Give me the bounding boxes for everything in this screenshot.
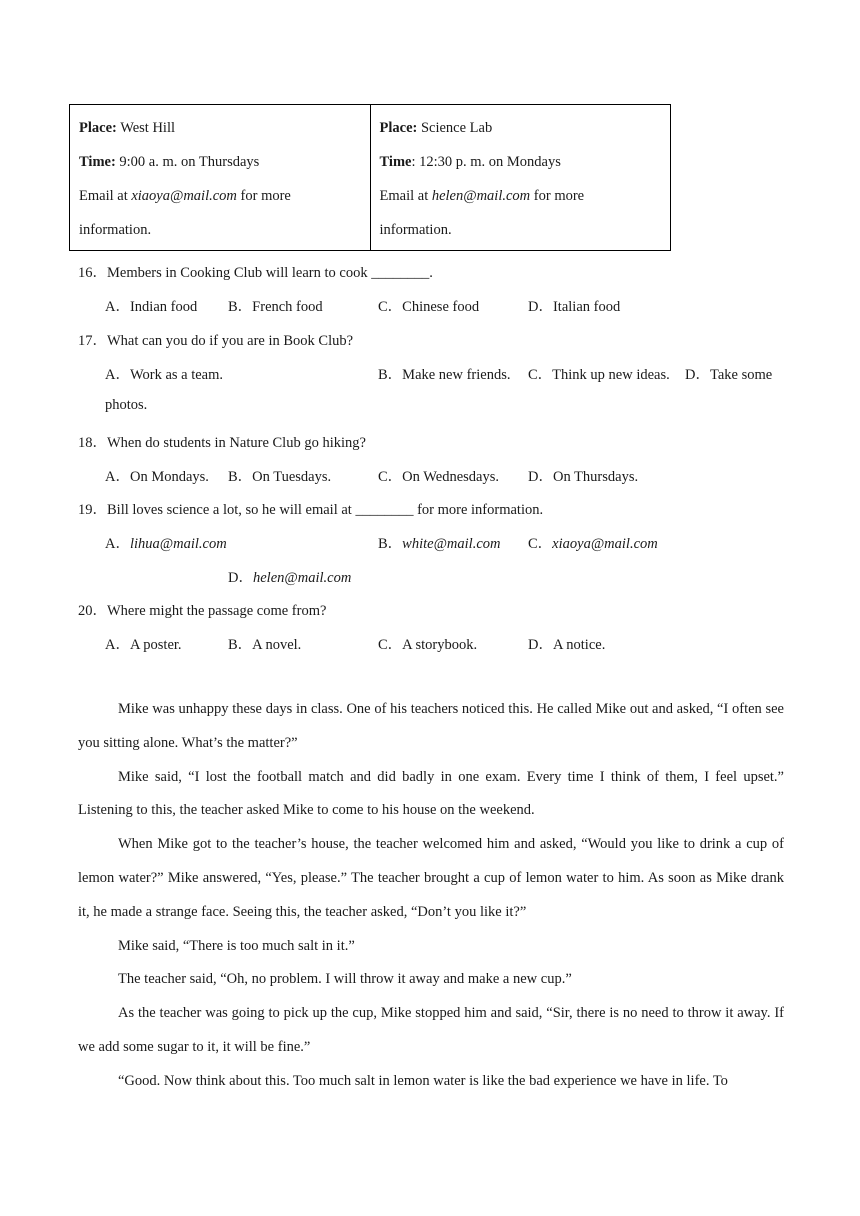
email-suffix: for more — [236, 188, 291, 204]
q17-option-c: C．Think up new ideas. — [528, 367, 670, 383]
question-19-stem: 19．Bill loves science a lot, so he will email at ________ for more information. — [78, 502, 544, 518]
email-address: xiaoya@mail.com — [131, 188, 237, 204]
place-label: Place: — [379, 120, 418, 136]
q18-option-a: A．On Mondays. — [105, 469, 209, 485]
question-18-stem: 18．When do students in Nature Club go hiking? — [78, 435, 366, 451]
email-line — [380, 183, 663, 217]
email-prefix: Email at — [79, 188, 132, 204]
passage-paragraph: Mike said, “I lost the football match and did badly in one exam. Every time I think of them, I feel upset.” Listening to this, the teacher asked Mike to come to his house on the weekend. — [78, 768, 784, 819]
place-line — [79, 115, 362, 149]
question-20-stem: 20．Where might the passage come from? — [78, 603, 327, 619]
q20-option-c: C．A storybook. — [378, 637, 478, 653]
place-line — [380, 115, 663, 149]
option-email: helen@mail.com — [252, 570, 352, 586]
q16-option-a: A．Indian food — [105, 299, 198, 315]
q20-option-d: D．A notice. — [528, 637, 606, 653]
q16-option-d: D．Italian food — [528, 299, 621, 315]
email-line-2: information. — [379, 222, 452, 238]
time-value: 9:00 a. m. on Thursdays — [115, 154, 260, 170]
time-line — [79, 149, 362, 183]
q17-option-d-cont: photos. — [105, 397, 148, 413]
q18-option-d: D．On Thursdays. — [528, 469, 639, 485]
passage-paragraph: Mike said, “There is too much salt in it.” — [118, 937, 355, 954]
email-suffix: for more — [530, 188, 585, 204]
place-value: West Hill — [116, 120, 176, 136]
email-prefix: Email at — [379, 188, 432, 204]
q18-option-c: C．On Wednesdays. — [378, 469, 499, 485]
passage-paragraph: As the teacher was going to pick up the cup, Mike stopped him and said, “Sir, there is no need to throw it away. If we add some sugar to it, it will be fine.” — [78, 1005, 784, 1055]
q16-option-b: B．French food — [228, 299, 323, 315]
passage-paragraph: The teacher said, “Oh, no problem. I will throw it away and make a new cup.” — [118, 971, 572, 988]
email-line — [79, 183, 362, 217]
time-line — [380, 149, 663, 183]
time-label: Time: — [79, 154, 116, 170]
club-info-table — [69, 104, 671, 251]
q20-option-b: B．A novel. — [228, 637, 302, 653]
option-letter: D． — [228, 570, 253, 586]
q17-option-a: A．Work as a team. — [105, 367, 224, 383]
email-address: helen@mail.com — [431, 188, 531, 204]
place-label: Place: — [79, 120, 117, 136]
q18-option-b: B．On Tuesdays. — [228, 469, 332, 485]
club-cell-right — [370, 105, 671, 250]
option-email: white@mail.com — [402, 536, 501, 552]
q19-option-d — [228, 566, 351, 587]
q19-option-a — [105, 532, 227, 553]
place-value: Science Lab — [417, 120, 493, 136]
option-letter: B． — [378, 536, 403, 552]
time-label: Time — [379, 154, 412, 170]
q17-option-d: D．Take some — [685, 367, 773, 383]
time-value: : 12:30 p. m. on Mondays — [411, 154, 561, 170]
passage-paragraph: Mike was unhappy these days in class. One of his teachers noticed this. He called Mike out and asked, “I often see you sitting alone. What’s the matter?” — [78, 701, 784, 751]
q16-option-c: C．Chinese food — [378, 299, 480, 315]
passage-paragraph: When Mike got to the teacher’s house, the teacher welcomed him and asked, “Would you like to drink a cup of lemon water?” Mike answered, “Yes, please.” The teacher brought a cup of lemon water to him. As soon as Mike drank it, he made a strange face. Seeing this, the teacher asked, “Don’t you like it?” — [78, 836, 784, 920]
q19-option-c — [528, 532, 658, 553]
passage-paragraph: “Good. Now think about this. Too much salt in lemon water is like the bad experience we have in life. To — [118, 1072, 728, 1089]
option-letter: A． — [105, 536, 130, 552]
question-17-stem: 17．What can you do if you are in Book Club? — [78, 333, 354, 349]
option-email: lihua@mail.com — [129, 536, 227, 552]
q17-option-b: B．Make new friends. — [378, 367, 511, 383]
email-line-2: information. — [79, 222, 152, 238]
q20-option-a: A．A poster. — [105, 637, 182, 653]
reading-passage — [78, 693, 784, 1099]
question-16-stem: 16．Members in Cooking Club will learn to cook ________. — [78, 265, 433, 281]
q19-option-b — [378, 532, 501, 553]
club-cell-left — [70, 105, 370, 250]
option-letter: C． — [528, 536, 553, 552]
option-email: xiaoya@mail.com — [552, 536, 658, 552]
